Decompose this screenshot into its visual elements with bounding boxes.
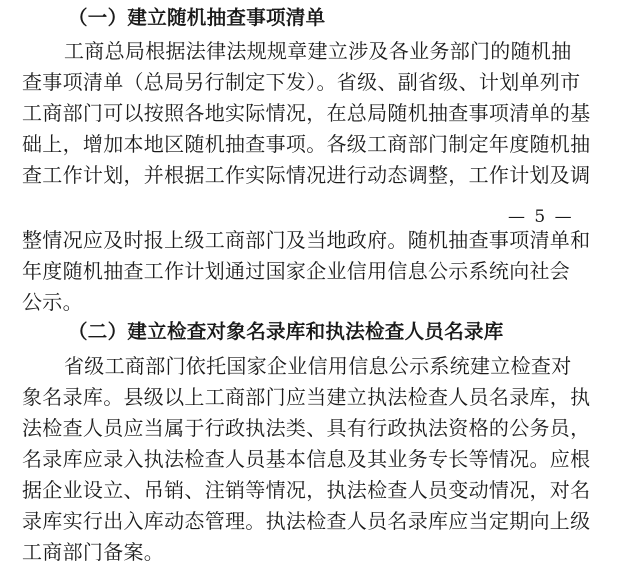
page-number: — 5 — xyxy=(508,207,574,227)
paragraph-line: 工商总局根据法律法规规章建立涉及各业务部门的随机抽 xyxy=(64,39,572,63)
paragraph-line: 查事项清单（总局另行制定下发）。省级、副省级、计划单列市 xyxy=(22,70,581,94)
paragraph-line: 工商部门可以按照各地实际情况，在总局随机抽查事项清单的基 xyxy=(22,101,591,125)
paragraph-line: 础上，增加本地区随机抽查事项。各级工商部门制定年度随机抽 xyxy=(22,132,591,156)
paragraph-line: 名录库应录入执法检查人员基本信息及其业务专长等情况。应根 xyxy=(22,447,591,471)
paragraph-line: 象名录库。县级以上工商部门应当建立执法检查人员名录库，执 xyxy=(22,385,591,409)
section-heading-1: （一）建立随机抽查事项清单 xyxy=(68,6,326,29)
paragraph-line: 省级工商部门依托国家企业信用信息公示系统建立检查对 xyxy=(64,354,572,378)
paragraph-line: 录库实行出入库动态管理。执法检查人员名录库应当定期向上级 xyxy=(22,509,591,533)
paragraph-line: 公示。 xyxy=(22,290,83,314)
paragraph-line: 工商部门备案。 xyxy=(22,540,165,564)
section-heading-2: （二）建立检查对象名录库和执法检查人员名录库 xyxy=(68,320,504,343)
paragraph-line: 年度随机抽查工作计划通过国家企业信用信息公示系统向社会 xyxy=(22,259,571,283)
paragraph-line: 查工作计划，并根据工作实际情况进行动态调整，工作计划及调 xyxy=(22,163,591,187)
paragraph-line: 据企业设立、吊销、注销等情况，执法检查人员变动情况，对名 xyxy=(22,478,591,502)
paragraph-line: 整情况应及时报上级工商部门及当地政府。随机抽查事项清单和 xyxy=(22,228,591,252)
paragraph-line: 法检查人员应当属于行政执法类、具有行政执法资格的公务员， xyxy=(22,416,591,440)
